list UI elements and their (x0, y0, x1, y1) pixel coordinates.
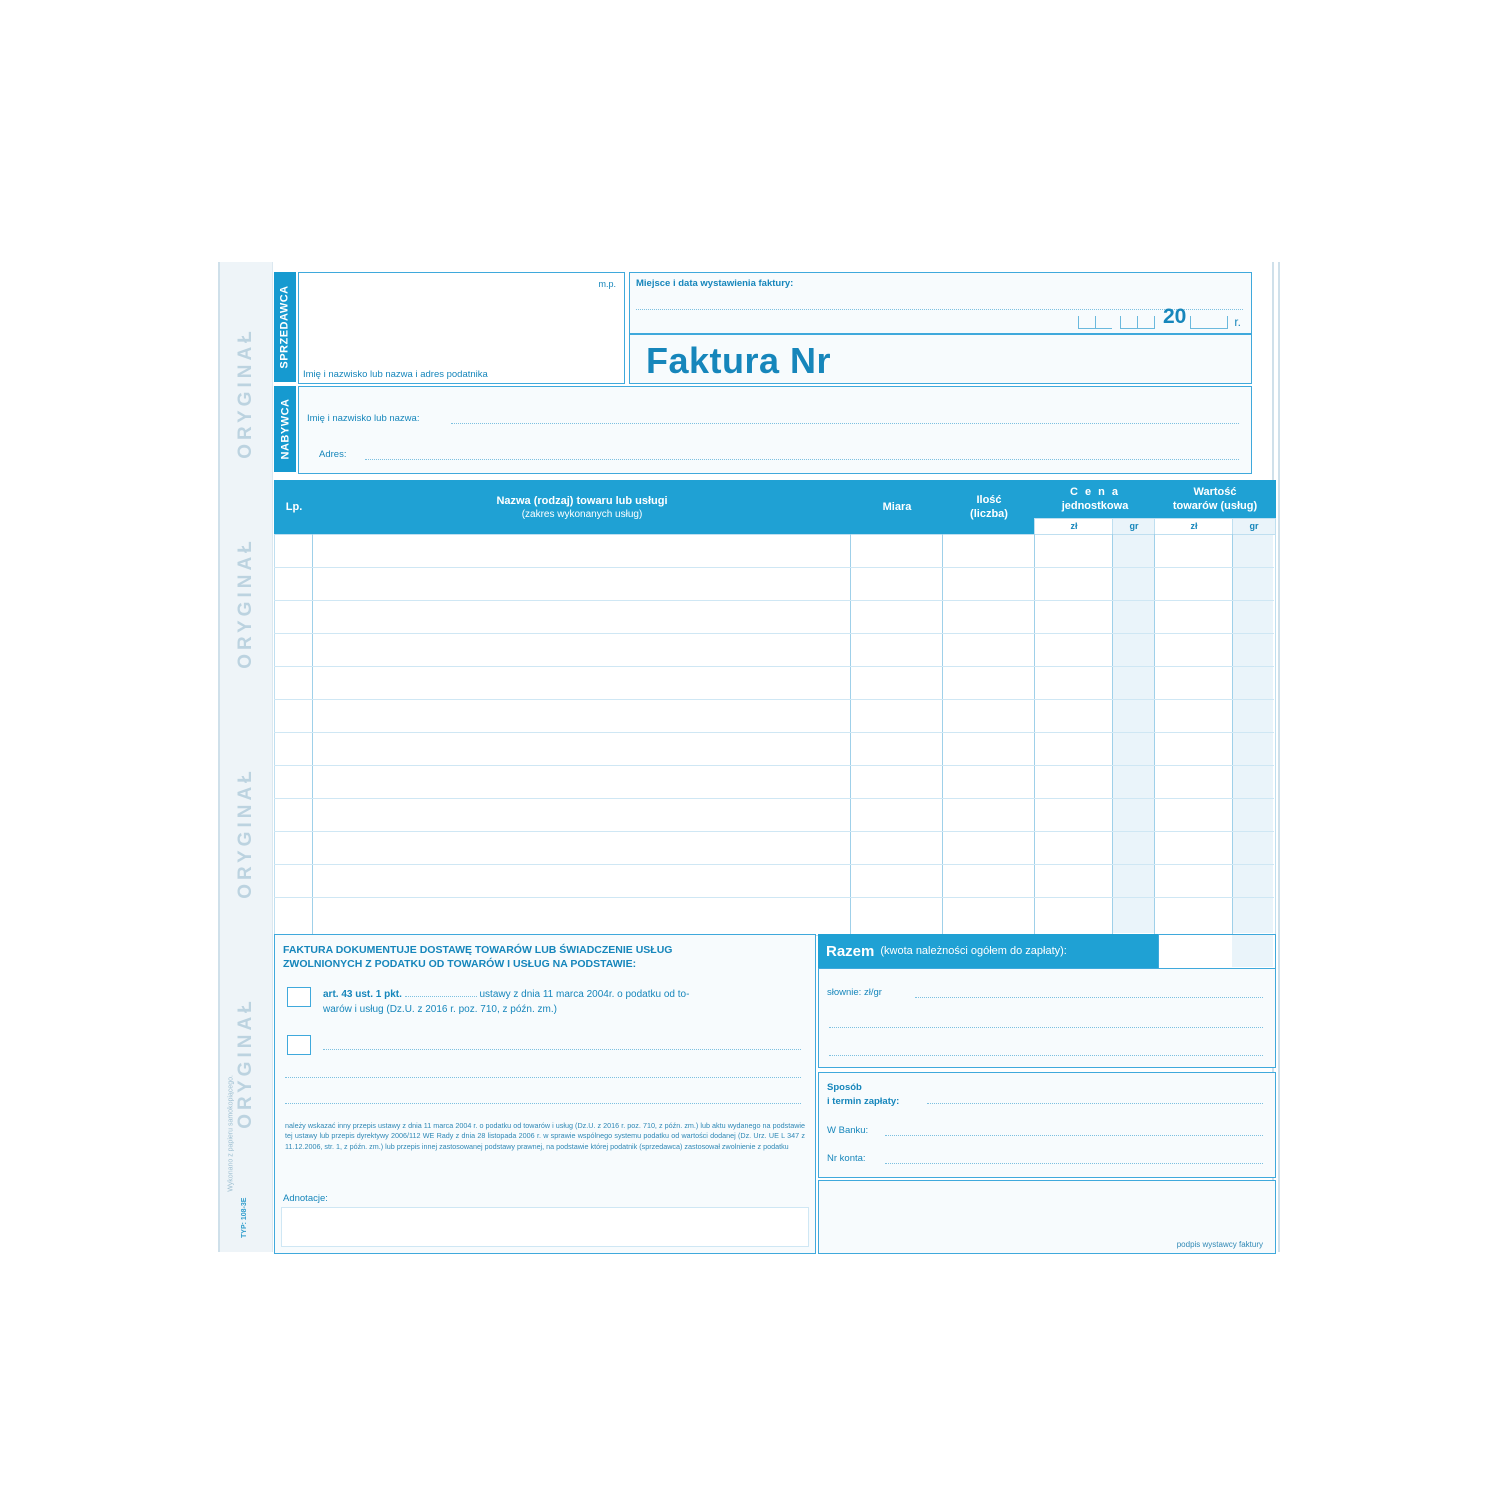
account-label: Nr konta: (827, 1153, 866, 1164)
date-cell-d1[interactable] (1078, 316, 1095, 329)
col-value-sublabel: towarów (usług) (1172, 500, 1258, 512)
annotations-label: Adnotacje: (283, 1193, 328, 1204)
page-title: Faktura Nr (646, 340, 832, 381)
account-line[interactable] (885, 1163, 1263, 1164)
table-row[interactable] (274, 897, 1274, 898)
table-row[interactable] (274, 600, 1274, 601)
col-value-label: Wartość (1193, 486, 1237, 499)
col-measure-label: Miara (882, 501, 912, 514)
exemption-checkbox-2[interactable] (287, 1035, 311, 1055)
vline-value-zl (1232, 534, 1233, 934)
col-name-label: Nazwa (rodzaj) towaru lub usługi (496, 494, 668, 507)
date-cell-m2[interactable] (1137, 316, 1155, 329)
total-header (818, 934, 1166, 968)
vline-measure (942, 534, 943, 934)
exemption-option2-line2[interactable] (285, 1077, 801, 1078)
signature-caption: podpis wystawcy faktury (1176, 1240, 1263, 1249)
amount-words-line-3[interactable] (829, 1055, 1263, 1056)
vline-name (850, 534, 851, 934)
col-measure (850, 480, 944, 536)
table-row[interactable] (274, 633, 1274, 634)
table-row[interactable] (274, 798, 1274, 799)
col-price-gr-label: gr (1129, 521, 1139, 532)
buyer-name-line (451, 423, 1239, 424)
copy-strip (218, 262, 273, 1252)
col-value-zl-label: zł (1190, 521, 1198, 532)
exemption-heading-1: FAKTURA DOKUMENTUJE DOSTAWĘ TOWARÓW LUB ŚWIADCZENIE USŁUG (283, 944, 673, 956)
exemption-option1-prefix: art. 43 ust. 1 pkt. (323, 989, 402, 1000)
payment-label-2: i termin zapłaty: (827, 1095, 900, 1107)
signature-box[interactable] (818, 1180, 1276, 1254)
amount-words-line-2[interactable] (829, 1027, 1263, 1028)
value-gr-shade (1232, 535, 1273, 933)
copy-label-3: ORYGINAŁ (235, 767, 256, 899)
vline-lp (312, 534, 313, 934)
col-lp (274, 480, 314, 536)
copy-label-1: ORYGINAŁ (235, 327, 256, 459)
seller-caption: Imię i nazwisko lub nazwa i adres podatnika (303, 369, 488, 380)
table-row[interactable] (274, 666, 1274, 667)
col-qty-sublabel: (liczba) (970, 508, 1008, 520)
col-name-sublabel: (zakres wykonanych usług) (521, 508, 643, 520)
exemption-option1-tail: ustawy z dnia 11 marca 2004r. o podatku od to- (479, 989, 690, 1000)
vline-qty (1034, 534, 1035, 934)
table-row[interactable] (274, 831, 1274, 832)
table-row[interactable] (274, 567, 1274, 568)
year-prefix: 20 (1162, 305, 1187, 328)
form-code: TYP: 108-3E (241, 1197, 248, 1238)
bank-label: W Banku: (827, 1125, 869, 1136)
buyer-address-line (365, 459, 1239, 460)
amount-in-words-label: słownie: zł/gr (827, 987, 882, 998)
mp-label: m.p. (598, 279, 616, 289)
place-date-box[interactable] (629, 272, 1252, 334)
exemption-footnote: należy wskazać inny przepis ustawy z dnia 11 marca 2004 r. o podatku od towarów i usług (Dz.U. z 2016 r. poz. 710, z późn. zm.) lub aktu wydanego na podstawie tej ustawy lub przepis dyrektywy 2006/112 WE Rady z dnia 28 listopada 2006 r. w sprawie wspólnego systemu podatku od wartości dodanej (Dz. Urz. UE L 347 z 11.12.2006, str. 1, z późn. zm.) lub przepis innej zastosowanej podstawy prawnej, na podstawie której podatnik (sprzedawca) zastosował zwolnienie z podatku (285, 1121, 805, 1151)
col-price (1034, 480, 1156, 520)
annotations-field[interactable] (281, 1207, 809, 1247)
col-price-label: C e n a (1069, 486, 1121, 499)
table-row[interactable] (274, 732, 1274, 733)
price-gr-shade (1112, 535, 1154, 933)
exemption-checkbox-1[interactable] (287, 987, 311, 1007)
year-suffix: r. (1234, 315, 1241, 329)
exemption-option1-line2: warów i usług (Dz.U. z 2016 r. poz. 710, z późn. zm.) (323, 1004, 557, 1015)
paper-note: Wykonano z papieru samokopiącego. (227, 1075, 235, 1192)
form-body (274, 262, 1274, 1252)
payment-box[interactable] (818, 1072, 1276, 1178)
buyer-tab (274, 386, 296, 472)
vline-price-gr (1154, 534, 1155, 934)
place-date-label: Miejsce i data wystawienia faktury: (636, 278, 794, 289)
table-row[interactable] (274, 699, 1274, 700)
col-lp-label: Lp. (285, 501, 303, 514)
right-border-inner (1278, 262, 1280, 1252)
buyer-address-label: Adres: (319, 449, 347, 460)
col-qty (942, 480, 1036, 536)
vline-price-zl (1112, 534, 1113, 934)
buyer-name-label: Imię i nazwisko lub nazwa: (307, 413, 420, 424)
col-value (1154, 480, 1276, 520)
buyer-tab-label: NABYWCA (279, 398, 292, 460)
exemption-heading-2: ZWOLNIONYCH Z PODATKU OD TOWARÓW I USŁUG NA PODSTAWIE: (283, 958, 637, 971)
amount-in-words-box[interactable] (818, 968, 1276, 1068)
date-cell-d2[interactable] (1095, 316, 1112, 329)
seller-box[interactable] (298, 272, 625, 384)
date-cell-y1[interactable] (1190, 316, 1209, 329)
col-value-gr-label: gr (1249, 521, 1259, 532)
date-cell-m1[interactable] (1120, 316, 1137, 329)
copy-label-4: ORYGINAŁ (235, 997, 256, 1129)
total-gr-shade (1232, 935, 1273, 967)
exemption-panel (274, 934, 816, 1254)
payment-terms-line[interactable] (927, 1103, 1263, 1104)
exemption-option2-line3[interactable] (285, 1103, 801, 1104)
col-price-zl-label: zł (1070, 521, 1078, 532)
copy-label-2: ORYGINAŁ (235, 537, 256, 669)
total-label-rest: (kwota należności ogółem do zapłaty): (880, 945, 1067, 957)
table-row[interactable] (274, 864, 1274, 865)
col-name (312, 480, 852, 536)
amount-words-line-1[interactable] (915, 997, 1263, 998)
exemption-option1-input[interactable] (405, 996, 477, 997)
payment-label-1: Sposób (827, 1082, 862, 1093)
table-row[interactable] (274, 765, 1274, 766)
bank-line[interactable] (885, 1135, 1263, 1136)
col-qty-label: Ilość (976, 494, 1002, 507)
col-price-sublabel: jednostkowa (1061, 500, 1129, 512)
buyer-box[interactable] (298, 386, 1252, 474)
exemption-option2-line1[interactable] (323, 1049, 801, 1050)
seller-tab (274, 272, 296, 382)
date-cell-y2[interactable] (1209, 316, 1228, 329)
invoice-number-box[interactable] (629, 334, 1252, 384)
total-label-bold: Razem (826, 942, 875, 960)
invoice-form (218, 262, 1282, 1252)
seller-tab-label: SPRZEDAWCA (279, 285, 292, 369)
